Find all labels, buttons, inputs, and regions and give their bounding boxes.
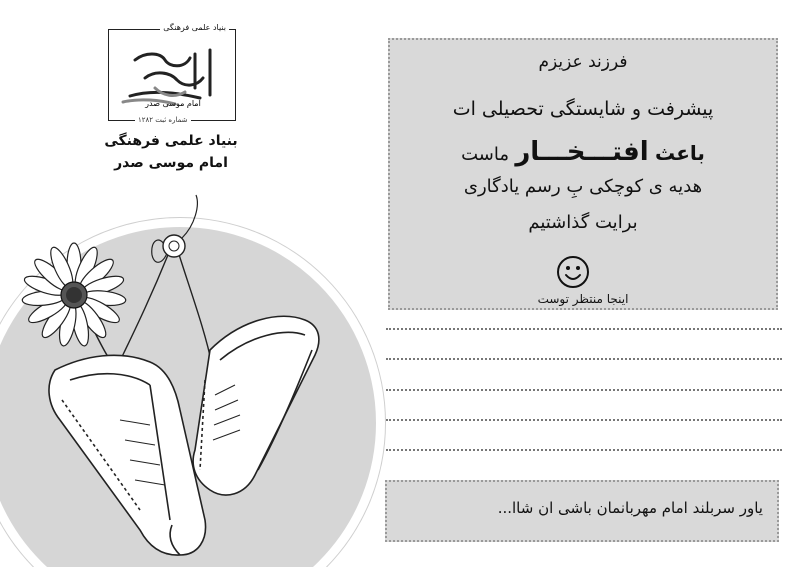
foundation-name-line2: امام موسی صدر (114, 155, 228, 171)
writing-line (386, 419, 782, 421)
message-line-2-start: باعث (655, 141, 705, 165)
gift-caption: اینجا منتظر توست (537, 292, 629, 306)
right-sneaker (193, 316, 319, 495)
foundation-name (100, 130, 242, 174)
writing-lines (386, 316, 782, 466)
writing-line (386, 358, 782, 360)
daisy-flower (22, 243, 127, 347)
left-sneaker (49, 355, 206, 555)
logo-mark-text: امام موسی صدر (145, 99, 201, 108)
writing-line (386, 449, 782, 451)
message-line-3: هدیه ی کوچکی بِ رسم یادگاری (463, 176, 703, 197)
logo-registration-text: شماره ثبت ۱۲۸۲ (135, 115, 191, 126)
message-panel (388, 38, 778, 310)
logo-top-text: بنیاد علمی فرهنگی (160, 22, 229, 34)
closing-text: یاور سربلند امام مهربانمان باشی ان شاا... (497, 499, 763, 517)
closing-box (385, 480, 779, 542)
writing-line (386, 389, 782, 391)
foundation-logo (108, 23, 236, 124)
foundation-name-line1: بنیاد علمی فرهنگی (104, 133, 238, 149)
calligraphy-logo-mark (115, 40, 231, 108)
pride-emphasis-text: افتـــخـــار (515, 137, 649, 167)
writing-line (386, 328, 782, 330)
message-line-2 (390, 137, 776, 167)
smiley-face-icon (556, 255, 590, 289)
message-line-1: پیشرفت و شایستگی تحصیلی ات (452, 98, 714, 120)
message-line-4: برایت گذاشتیم (528, 212, 638, 233)
greeting-text: فرزند عزیزم (538, 52, 628, 72)
message-line-2-end: ماست (461, 144, 509, 165)
